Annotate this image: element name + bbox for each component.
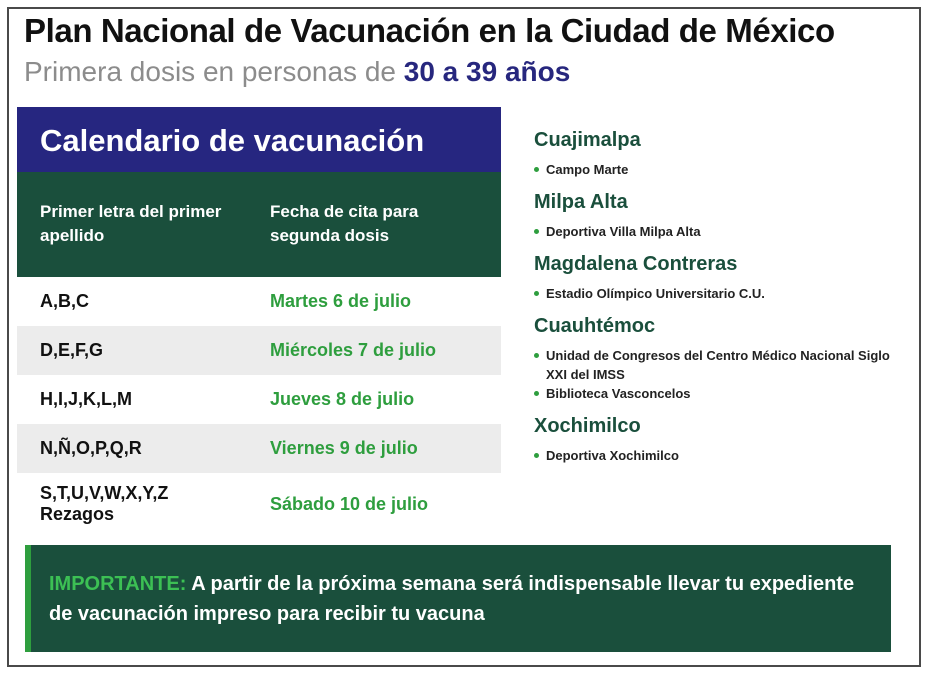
page-subtitle (24, 56, 570, 88)
site-item (534, 222, 904, 241)
bullet-icon (534, 353, 539, 358)
row-date: Viernes 9 de julio (270, 438, 418, 458)
site-item (534, 446, 904, 465)
subtitle-prefix: Primera dosis en personas de (24, 56, 404, 87)
site-name: Deportiva Villa Milpa Alta (546, 224, 701, 239)
row-letters: N,Ñ,O,P,Q,R (40, 438, 142, 458)
row-date: Jueves 8 de julio (270, 389, 415, 409)
location-magdalena-contreras (534, 250, 904, 303)
site-name: Estadio Olímpico Universitario C.U. (546, 286, 765, 301)
row-letters: H,I,J,K,L,M (40, 389, 133, 409)
table-row (17, 375, 501, 424)
column-header-letter: Primer letra del primer apellido (40, 202, 222, 245)
row-date: Sábado 10 de julio (270, 493, 429, 514)
location-name: Magdalena Contreras (534, 253, 738, 275)
row-letters: D,E,F,G (40, 340, 104, 360)
site-item (534, 160, 904, 179)
location-name: Cuajimalpa (534, 129, 641, 151)
bullet-icon (534, 453, 539, 458)
site-item (534, 284, 904, 303)
bullet-icon (534, 167, 539, 172)
page-title: Plan Nacional de Vacunación en la Ciudad de México (24, 12, 835, 49)
column-header-date: Fecha de cita para segunda dosis (270, 202, 419, 245)
calendar-column-headers (17, 172, 501, 277)
bullet-icon (534, 291, 539, 296)
table-row (17, 424, 501, 473)
important-notice (25, 545, 891, 652)
site-name: Unidad de Congresos del Centro Médico Nacional Siglo XXI del IMSS (546, 348, 890, 382)
table-row (17, 326, 501, 375)
location-cuajimalpa (534, 126, 904, 179)
site-name: Biblioteca Vasconcelos (546, 386, 691, 401)
site-name: Campo Marte (546, 162, 629, 177)
locations-list (534, 126, 904, 474)
table-row (17, 277, 501, 326)
bullet-icon (534, 229, 539, 234)
important-text: A partir de la próxima semana será indispensable llevar tu expediente de vacunación impreso para recibir tu vacuna (49, 573, 855, 625)
row-date: Martes 6 de julio (270, 291, 412, 311)
row-letters: S,T,U,V,W,X,Y,Z Rezagos (40, 483, 169, 524)
location-xochimilco (534, 412, 904, 465)
site-name: Deportiva Xochimilco (546, 448, 679, 463)
bullet-icon (534, 391, 539, 396)
site-item (534, 346, 904, 384)
calendar-heading: Calendario de vacunación (17, 107, 501, 172)
site-item (534, 384, 904, 403)
row-date: Miércoles 7 de julio (270, 340, 437, 360)
location-name: Xochimilco (534, 415, 641, 437)
calendar-table (17, 277, 501, 535)
location-name: Milpa Alta (534, 191, 628, 213)
location-cuauhtemoc (534, 312, 904, 403)
location-milpa-alta (534, 188, 904, 241)
age-range-highlight: 30 a 39 años (403, 56, 571, 87)
location-name: Cuauhtémoc (534, 315, 656, 337)
row-letters: A,B,C (40, 291, 89, 311)
table-row (17, 473, 501, 535)
important-label: IMPORTANTE: (49, 573, 187, 595)
